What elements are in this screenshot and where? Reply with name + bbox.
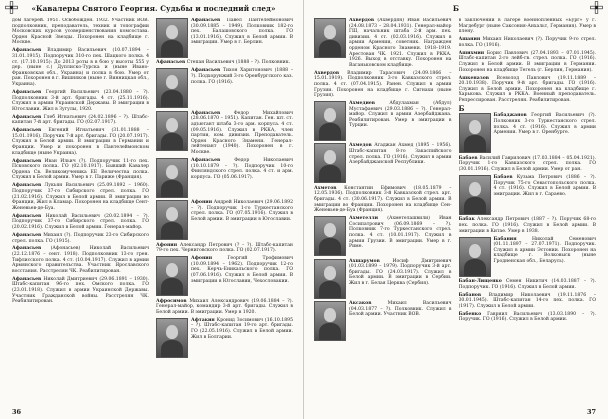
portrait-photo	[314, 101, 346, 141]
biography-entry	[459, 175, 597, 215]
portrait-photo	[156, 18, 188, 58]
biography-entry	[156, 60, 293, 66]
entry-text	[12, 18, 149, 46]
entry-body: (Ахвердян) Иван Васильевич (24.08.1873 – 28.04.1931). Генерал-майор ГШ, начальник штаба 2-й арм. пех. дивизии. 4 ст. (02.03.1916). Служил в армии Армении, советник. Награжден орденом Красного Знамени. 1918–1919. Арестован ЧК. 1921. Служил в РККА. 1926. Выход в отставку. Похоронен на Ваганьковском кладбище.	[349, 18, 452, 68]
entry-surname: Афонин	[191, 256, 213, 262]
running-head: «Кавалеры Святого Георгия. Судьбы и последний след»	[31, 4, 276, 13]
portrait-photo	[156, 200, 188, 240]
entry-text	[349, 101, 452, 129]
portrait-photo	[459, 175, 491, 215]
entry-body: Глеб Игнатьевич (24.02.1896 – ?). Штабс-капитан 7-й арт. бригады. ГО (02.07.1917).	[12, 114, 149, 126]
entry-surname: Бабаев	[493, 175, 513, 181]
entry-surname: Ашанин	[458, 37, 481, 43]
biography-entry	[459, 237, 597, 277]
entry-body: Иосиф Дмитриевич (01.03.1899 – 1979). Подпоручик 3-й арт. бригады. ГО (24.03.1917). Служил в Белой армии. В эмиграции в Сербии. Жил в г. Белая Церква (Сербия).	[349, 258, 452, 286]
entry-body: Степан Васильевич (1888 – ?). Полковник.	[185, 60, 291, 66]
entry-surname: Аксаков	[349, 301, 372, 307]
biography-entry	[459, 113, 597, 153]
entry-text	[349, 301, 452, 318]
biography-entry	[314, 101, 452, 141]
entry-text	[459, 293, 597, 310]
entry-text	[156, 299, 293, 316]
entry-surname: Ахмедиев	[349, 101, 375, 107]
entry-text	[12, 277, 149, 305]
entry-body: Семен Никитич (14.03.1887 – ?). Подпоручик. ГО (1916). Служил в Белой армии.	[458, 278, 596, 290]
entry-body: в заключении в лагере военнопленных «Бург» у г. Магдебург (ныне Саксония-Анхальт, Германия). Умер в плену.	[458, 18, 596, 35]
entry-surname: Афонин	[191, 200, 213, 206]
entry-body: Иван Ильич (?). Подпоручик 11-го пех. Псковского полка. ГО (02.10.1917). Бывший Кавалер Ордена Св. Великомученика ЕЕ Величества полка. Служил в Белой армии. Умер в г. Париже (Франция).	[12, 158, 149, 181]
biography-entry	[12, 159, 149, 181]
entry-body: Михаил Александрович (19.06.1884 – ?). Генерал-майор, командир 3-й арт. бригады. Служил в Белой армии. В эмиграции. Умер в 1920.	[156, 298, 293, 315]
entry-surname: Ашихмин	[458, 50, 485, 56]
section-letter: Б	[458, 103, 465, 113]
left-column-2	[156, 18, 293, 405]
entry-text	[12, 48, 149, 87]
entry-surname: Ахметов	[314, 185, 337, 191]
portrait-photo	[314, 259, 346, 299]
biography-entry	[12, 246, 149, 274]
entry-text	[191, 111, 293, 156]
biography-entry	[459, 312, 597, 323]
entry-body: Владимир Николаевич (19.11.1876 – 30.01.1945). Штабс-капитан 14-го пех. полка. ГО (1917). Служил в Белой армии.	[458, 292, 596, 309]
entry-body: Константин Ефимович (18.05.1879 – 12.05.1936). Подполковник 3-й Кавказской стрел. арт. бригады. 4 ст. (30.06.1917). Служил в Белой армии. В эмиграции во Франции. Похоронен на кладбище Сен-Женевьев-де-Буа (Франция).	[314, 185, 452, 214]
entry-surname: Бабак	[458, 217, 475, 223]
entry-body: Кузьма Петрович (1886 – ?). Поручик 75-го Севастопольского полка. 4 ст. (1916). Служил в Белой армии. В эмиграции. Жил в г. Сараево.	[493, 175, 596, 197]
entry-text	[12, 128, 149, 156]
entry-text	[12, 115, 149, 126]
entry-text	[459, 217, 597, 234]
portrait-photo	[314, 216, 346, 256]
entry-text	[459, 76, 597, 104]
entry-body: Лукьян Васильевич (25.09.1892 – 1960). Подпоручик 37-го Сибирского стрел. полка. ГО (21.02.1916). Служил в Белой армии. В эмиграции во Франции, Жил в Кламар. Похоронен на кладбище Сент-Женевьев-де-Буа.	[12, 183, 149, 211]
entry-body: Андрей Николаевич (29.06.1892 – ?). Подпоручик 1-го Туркестанского стрел. полка. ГО (07.05.1916). Служил в Белой армии. В эмиграции в Югославии.	[191, 200, 293, 223]
entry-surname: Афанасьев	[12, 89, 42, 95]
biography-entry	[459, 293, 597, 310]
biography-entry	[156, 68, 293, 108]
portrait-photo	[156, 68, 188, 108]
right-columns	[314, 18, 596, 405]
biography-entry	[459, 279, 597, 290]
entry-body: Агаджан Ахмед (1895 – 1956). Штабс-капитан 8-го Закаспийского стрел. полка. ГО (1916). Служил в армии Азербайджанской Республики.	[349, 143, 452, 166]
entry-surname: Афанасьев	[156, 60, 186, 66]
entry-surname: Афанасьев	[12, 246, 42, 252]
biography-entry	[12, 18, 149, 46]
portrait-photo	[156, 318, 188, 358]
entry-body: Евгений Игнатьевич (31.01.1888 – 15.01.1916). Поручик 7-й арт. бригады. ГО (20.07.1917). Служил в Белой армии. В эмиграции в Германии и Франции. Умер и похоронен в Пантелеймонском кладбище (ныне Украина).	[12, 128, 149, 156]
page-number: 37	[586, 408, 596, 416]
entry-body: Николай Дмитриевич (29.06.1891 – 1930). Штабс-капитан 96-го пех. Омского полка. ГО (23.01.1918). Служил в армии Украинской Державы. Участник Гражданской войны. Расстрелян ЧК. Реабилитирован.	[12, 276, 149, 305]
entry-surname: Ахшарумов	[349, 258, 380, 264]
entry-body: Борис Павлович (27.04.1893 – 07.01.1945). Штабс-капитан 2-го лейб-гв. стрел. полка. ГО (1916). Служил в Белой армии. В эмиграции в Германии. Похоронен на кладбище Тегель (г. Берлин, Германия).	[458, 50, 596, 73]
entry-text	[156, 60, 293, 66]
portrait-photo	[314, 301, 346, 341]
entry-body: Николай Васильевич (20.02.1894 – ?). Подпоручик 37-го Сибирского стрел. полка. ГО (20.02.1916). Служил в Белой армии. Генерал-майор.	[12, 213, 149, 230]
entry-surname: Афанасьев	[12, 158, 42, 164]
entry-text	[191, 318, 293, 340]
biography-entry	[314, 143, 452, 183]
entry-text	[459, 37, 597, 48]
entry-body: Павел Пантелеймонович (30.09.1885 – 1949). Полковник 182-го пех. Балашовского полка. ГО (13.01.1916). Служил в Белой армии. В эмиграции. Умер в г. Берлин.	[191, 18, 293, 46]
entry-body: Василий Гаврилович (17.03.1884 – 05.04.1921). Поручик 1-го Кавказского стрел. полка. ГО (30.01.1916). Служил в Белой армии. Умер от ран.	[458, 155, 596, 173]
entry-surname: Бабенко	[458, 311, 482, 317]
entry-text	[12, 90, 149, 112]
portrait-photo	[156, 111, 188, 151]
entry-body: Тихон Харитонович (1888 – ?). Подхорунжий 3-го Оренбургского каз. полка. ГО (1916).	[191, 68, 293, 85]
entry-body: Георгий Васильевич (?). Полковник 3-го Туркестанского стрел. полка. 4 ст. (1916). Служил в армии Армении. Умер в г. Оренбурге.	[493, 113, 596, 136]
entry-text	[12, 183, 149, 211]
right-column-1	[314, 18, 452, 405]
entry-text	[12, 246, 149, 274]
entry-surname: Бабан-Лищенко	[458, 278, 502, 284]
biography-entry	[156, 158, 293, 198]
entry-surname: Афанасьев	[191, 157, 221, 163]
entry-surname: Афанасьев	[191, 68, 221, 74]
biography-entry	[156, 200, 293, 240]
entry-surname: Афанасьев	[12, 276, 42, 282]
entry-surname: Афонин	[156, 242, 178, 248]
entry-body: Владимир Тарасович (24.09.1866 – 15.01.1919). Подполковник 3-го Кавказского стрел. полка. 4 ст. (07.04.1915). Ранен. Служил в армии Грузии. Похоронен на кладбище г. Сигнахи (ныне Грузия).	[314, 70, 452, 99]
entry-body: Абдулахман (Абдул) Мустафаевич (29.03.1886 – ?). Генерал-майор. Служил в армии Азербайджана. Реабилитирован. Умер в эмиграции в Турции.	[349, 101, 452, 129]
entry-surname: Ахметелли	[349, 216, 379, 222]
entry-text	[349, 259, 452, 287]
biography-entry	[314, 301, 452, 341]
biography-entry	[459, 18, 597, 35]
entry-text	[191, 18, 293, 46]
portrait-photo	[156, 158, 188, 198]
entry-text	[12, 233, 149, 244]
biography-entry	[459, 37, 597, 48]
entry-text	[191, 256, 293, 284]
entry-surname: Афтакин	[191, 317, 215, 323]
entry-surname: Ахвердов	[314, 70, 340, 76]
entry-surname: Бабанин	[493, 236, 517, 242]
entry-text	[459, 312, 597, 323]
biography-entry	[314, 259, 452, 299]
entry-body: Михаил Николаевич (?). Поручик 9-го стрел. полка. ГО (1916).	[458, 37, 596, 48]
entry-body: Александр Петрович (1887 – ?). Поручик 68-го пех. полка. ГО (1916). Служил в Белой армии. В эмиграции в Китае. Умер в 1938.	[458, 217, 596, 234]
biography-entry	[12, 214, 149, 231]
biography-entry	[314, 216, 452, 256]
right-column-2	[459, 18, 597, 405]
biography-entry	[459, 76, 597, 104]
entry-text	[349, 143, 452, 165]
st-george-cross-icon	[590, 1, 603, 14]
entry-body: Георгий Васильевич (23.04.1880 – ?). Подполковник 3-й арт. бригады. 4 ст. (25.11.1916). Служил в армии Украинской Державы. В эмиграции в Югославии. Жил в Зугулы, 1920.	[12, 89, 149, 112]
portrait-photo	[459, 113, 491, 153]
entry-body: Александр Петрович (? – ?). Штабс-капитан 79-го пех. Черниговского полка. ГО (02.07.1917).	[156, 242, 293, 254]
entry-surname: Афанасьев	[12, 48, 42, 54]
page-number: 36	[12, 408, 22, 416]
biography-entry	[12, 277, 149, 305]
portrait-photo	[459, 237, 491, 277]
biography-entry	[459, 217, 597, 234]
biography-entry	[12, 48, 149, 87]
biography-entry	[314, 18, 452, 68]
portrait-photo	[156, 256, 188, 296]
left-columns	[12, 18, 293, 405]
biography-entry	[459, 156, 597, 173]
st-george-cross-icon	[5, 1, 18, 14]
entry-body: Федор Михайлович (28.06.1870 – 1951). Капитан. Ген. шт. ст. адъютант штаба 3-го арм. корпуса. 4 ст. (09.05.1916). Служил в РККА, член партии, ком. дивизии. Преподаватель. Орден Красного Знамени. Генерал-лейтенант (1940). Похоронен в г. Москве.	[191, 110, 293, 155]
entry-text	[156, 243, 293, 254]
entry-body: Михаил Васильевич (04.03.1877 – ?). Полковник. Служил в Белой армии. Участник ВОВ.	[349, 301, 452, 318]
entry-text	[459, 156, 597, 173]
entry-surname: Бабанов	[458, 292, 482, 298]
entry-text	[494, 175, 597, 197]
right-page	[304, 0, 608, 419]
entry-text	[191, 158, 293, 180]
entry-surname: Афанасьев	[12, 128, 42, 134]
biography-entry	[12, 128, 149, 156]
entry-text	[191, 200, 293, 222]
biography-entry	[156, 243, 293, 254]
entry-surname: Афанасьев	[191, 18, 221, 23]
entry-text	[459, 279, 597, 290]
entry-text	[494, 113, 597, 135]
entry-body: Всеволод Павлович (19.11.1889 – 20.10.1938). Поручик 9-й арт. бригады. ГО (1916). Служил в Белой армии. Похоронен на кладбище г. Харькова. Служил в РККА. Военный преподаватель. Репрессирован. Расстрелян. Реабилитирован.	[458, 75, 596, 103]
entry-text	[12, 214, 149, 231]
biography-entry	[12, 233, 149, 244]
entry-surname: Бабаев	[458, 155, 478, 161]
entry-text	[349, 216, 452, 250]
entry-surname: Афанасьев	[191, 110, 221, 116]
biography-entry	[12, 183, 149, 211]
entry-surname: Бабаджанов	[493, 113, 527, 119]
biography-entry	[459, 51, 597, 73]
entry-surname: Афанасьев	[12, 183, 42, 189]
entry-surname: Афанасьев	[12, 232, 42, 238]
biography-entry	[314, 71, 452, 99]
entry-surname: Афанасьев	[12, 213, 42, 219]
biography-entry	[12, 115, 149, 126]
entry-text	[191, 68, 293, 85]
entry-body: Федор Николаевич (10.10.1879 – ?). Подпоручик 10-го Финляндского стрел. полка. 4 ст. и арм. корпуса. ГО (05.06.1917).	[191, 157, 293, 180]
entry-text	[459, 18, 597, 35]
entry-body: Владимир Васильевич (10.07.1894 – 31.01.1915). Подпоручик 310-го пех. Шацкого полка. 4 ст. (17.10.1915): До 2013 роты в в бою у высоты 555 у дер. (ныне с.) Дуплиско-Турска и (ныне Ивано-Франковская обл., Украина) и полка в бою. Умер от ран. Похоронен в г. Вишняков (ныне г. Винницкая обл., Украина).	[12, 48, 149, 87]
left-column-1	[12, 18, 149, 405]
entry-body: (Ахметелашвили) Иван Сосипатрович (06.09.1869 – ?). Полковник 7-го Туркестанского стрел. полка. 4 ст. (10.01.1917). Служил в армии Грузии. В эмиграции. Умер в г. Риме.	[349, 216, 452, 250]
entry-body: (Афонасьев) Николай Васильевич (22.12.1876 – сент. 1918). Подполковник 13-го грен. Тифлисского полка. 4 ст. (10.04.1917). Служил в армии Армянского правительства. Участник Ярославского восстания. Расстрелян ЧК. Реабилитирован.	[12, 246, 149, 274]
biography-entry	[156, 18, 293, 58]
entry-surname: Ахвердов	[349, 18, 375, 23]
entry-text	[314, 71, 452, 99]
biography-entry	[156, 318, 293, 358]
entry-text	[494, 237, 597, 265]
biography-entry	[314, 186, 452, 214]
biography-entry	[12, 90, 149, 112]
biography-entry	[156, 256, 293, 296]
entry-text	[314, 186, 452, 214]
entry-text	[459, 51, 597, 73]
entry-body: Гавриил Васильевич (13.03.1890 – ?). Поручик. ГО (1916). Служил в Белой армии.	[458, 311, 596, 323]
running-head-letter: Б	[452, 4, 460, 13]
entry-surname: Ахмедов	[349, 143, 372, 149]
entry-surname: Афанасьев	[12, 114, 42, 120]
entry-text	[349, 18, 452, 68]
entry-body: Георгий Трофимович (10.09.1894 – 1962). Подпоручик 12-го пех. Керчь-Еникальского полка. ГО (07.06.1916). Служил в Белой армии. В эмиграции в Югославии, Чехословакии.	[191, 256, 293, 284]
entry-body: Михаил (?). Подпоручик 23-го Сибирского стрел. полка. ГО (1915).	[12, 232, 149, 244]
entry-body: дом лагерей. 1951. Освобожден. 1932. Участник ВОВ. подполковник, преподаватель, техник и топографии Московских курсов усовершенствования комсостава. Орден Красной Звезды. Похоронен на кладбище г. Москве.	[12, 18, 149, 46]
biography-entry	[156, 111, 293, 156]
entry-surname: Ашкеназов	[458, 75, 489, 81]
entry-body: Николай Семенович (01.11.1897 – 27.07.1971). Подпоручик. Служил в армии Эстонии. Похоронен на кладбище г. Волковыск (ныне Гродненская обл., Беларусь).	[493, 236, 596, 264]
entry-text	[12, 159, 149, 181]
portrait-photo	[314, 18, 346, 58]
entry-body: Кронид Зосимович (16.10.1895 – ?). Штабс-капитан 19-го арт. бригады. ГО (22.05.1916). Служил в Белой армии. Жил в Болгарии.	[191, 317, 293, 340]
entry-surname: Афросимов	[156, 298, 187, 304]
portrait-photo	[314, 143, 346, 183]
biography-entry	[156, 299, 293, 316]
